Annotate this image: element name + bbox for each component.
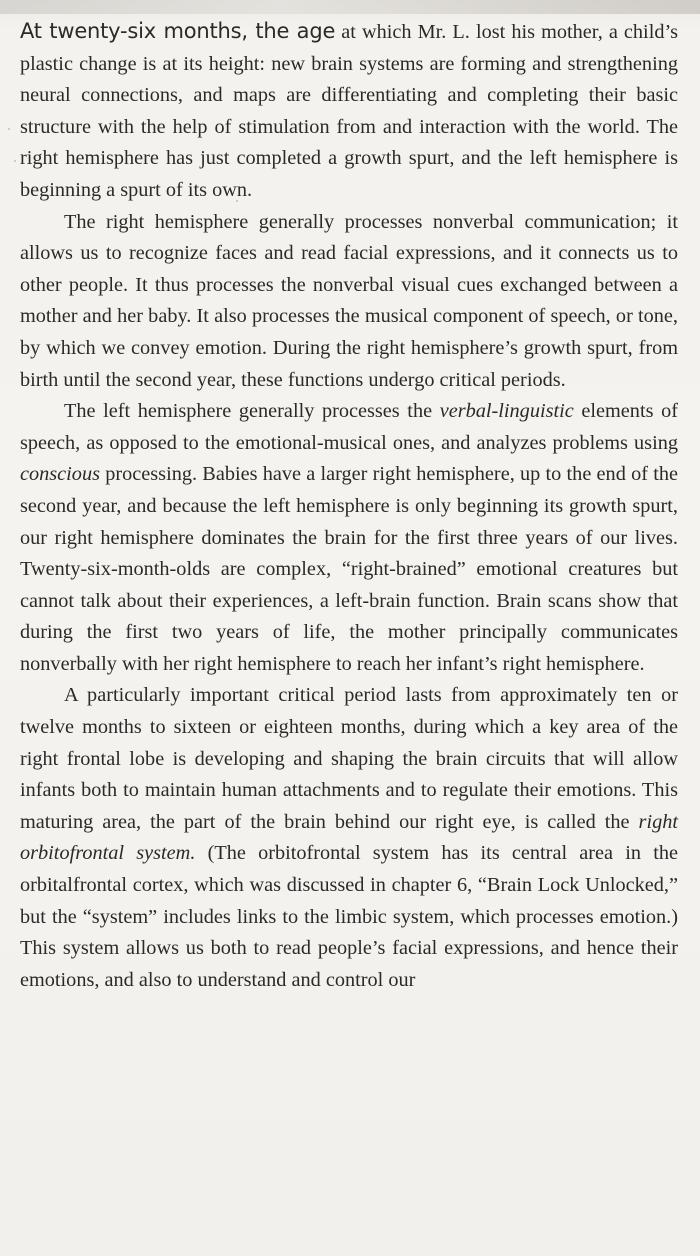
paragraph-2-text: The right hemisphere generally processes nonverbal communication; it allows us to recognize faces and read facial expressions, and it connects us to other people. It thus processes the nonverbal visual cues exchanged between a mother and her baby. It also processes the musical component of speech, or tone, by which we convey emotion. During the right hemisphere’s growth spurt, from birth until the second year, these functions undergo critical periods. [20,210,678,391]
paragraph-1 [20,16,678,207]
paragraph-1-text: at which Mr. L. lost his mother, a child’s plastic change is at its height: new brain systems are forming and strengthening neural connections, and maps are differentiating and completing their basic structure with the help of stimulation from and interaction with the world. The right hemisphere has just completed a growth spurt, and the left hemisphere is beginning a spurt of its own. [20,21,678,201]
paragraph-3 [20,396,678,680]
body-text [20,16,678,996]
paragraph-3-italic-conscious: conscious [20,463,100,486]
paragraph-2 [20,207,678,397]
paragraph-4 [20,680,678,996]
paragraph-4-seg-1: A particularly important critical period lasts from approximately ten or twelve months to sixteen or eighteen months, during which a key area of the right frontal lobe is developing and shaping the brain circuits that will allow infants both to maintain human attachments and to regulate their emotions. This maturing area, the part of the brain behind our right eye, is called the [20,684,678,833]
paragraph-3-seg-3: elements of speech, as opposed to the emotional-musical ones, and analyzes problems using [20,400,678,454]
paragraph-4-italic-orbitofrontal: right orbitofrontal system. [20,810,678,865]
paragraph-4-seg-3: (The orbitofrontal system has its central area in the orbitalfrontal cortex, which was discussed in chapter 6, “Brain Lock Unlocked,” but the “system” includes links to the limbic system, which processes emotion.) This system allows us both to read people’s facial expressions, and hence their emotions, and also to understand and control our [20,842,678,991]
paragraph-1-lead: At twenty-six months, the age [20,19,336,43]
page-top-edge-shadow [0,0,700,14]
scan-speck [8,128,10,130]
paragraph-3-seg-5: processing. Babies have a larger right hemisphere, up to the end of the second year, and because the left hemisphere is only beginning its growth spurt, our right hemisphere dominates the brain for the first three years of our lives. Twenty-six-month-olds are complex, “right-brained” emotional creatures but cannot talk about their experiences, a left-brain function. Brain scans show that during the first two years of life, the mother principally communicates nonverbally with her right hemisphere to reach her infant’s right hemisphere. [20,463,678,675]
paragraph-3-italic-verbal-linguistic: verbal-linguistic [439,400,574,423]
scan-speck [14,160,16,162]
paragraph-3-seg-1: The left hemisphere generally processes the [64,400,440,423]
